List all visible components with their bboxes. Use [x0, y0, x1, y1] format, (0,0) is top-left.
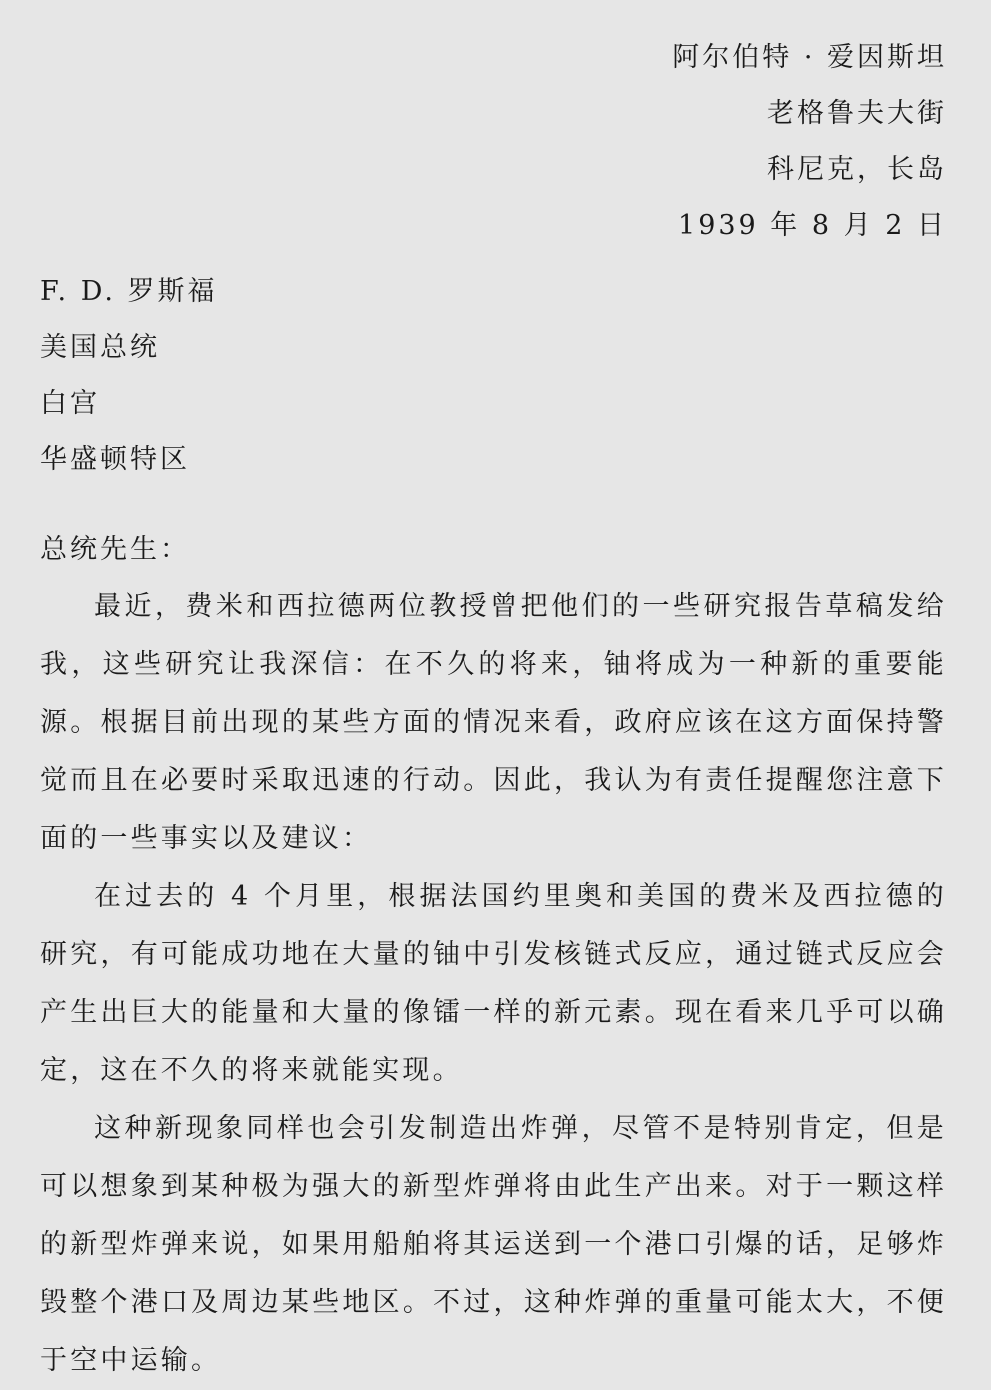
sender-name: 阿尔伯特 · 爱因斯坦	[672, 42, 947, 73]
body-paragraph: 这种新现象同样也会引发制造出炸弹，尽管不是特别肯定，但是可以想象到某种极为强大的新型炸弹将由此生产出来。对于一颗这样的新型炸弹来说，如果用船舶将其运送到一个港口引爆的话，足够炸毁整个港口及周边某些地区。不过，这种炸弹的重量可能太大，不便于空中运输。	[40, 1113, 947, 1376]
body-paragraph: 在过去的 4 个月里，根据法国约里奥和美国的费米及西拉德的研究，有可能成功地在大量的铀中引发核链式反应，通过链式反应会产生出巨大的能量和大量的像镭一样的新元素。现在看来几乎可以确定，这在不久的将来就能实现。	[40, 881, 947, 1086]
sender-city: 科尼克，长岛	[767, 154, 947, 185]
sender-address-block	[40, 30, 947, 254]
recipient-title: 美国总统	[40, 332, 160, 363]
salutation: 总统先生：	[40, 534, 190, 565]
sender-street: 老格鲁夫大街	[767, 98, 947, 129]
letter-date: 1939 年 8 月 2 日	[678, 210, 947, 241]
recipient-address-block	[40, 264, 947, 488]
recipient-office: 白宫	[40, 388, 100, 419]
letter-body	[40, 578, 947, 1390]
body-paragraph: 最近，费米和西拉德两位教授曾把他们的一些研究报告草稿发给我，这些研究让我深信：在不久的将来，铀将成为一种新的重要能源。根据目前出现的某些方面的情况来看，政府应该在这方面保持警觉而且在必要时采取迅速的行动。因此，我认为有责任提醒您注意下面的一些事实以及建议：	[40, 591, 947, 854]
recipient-name: F. D. 罗斯福	[40, 276, 218, 307]
recipient-location: 华盛顿特区	[40, 444, 190, 475]
